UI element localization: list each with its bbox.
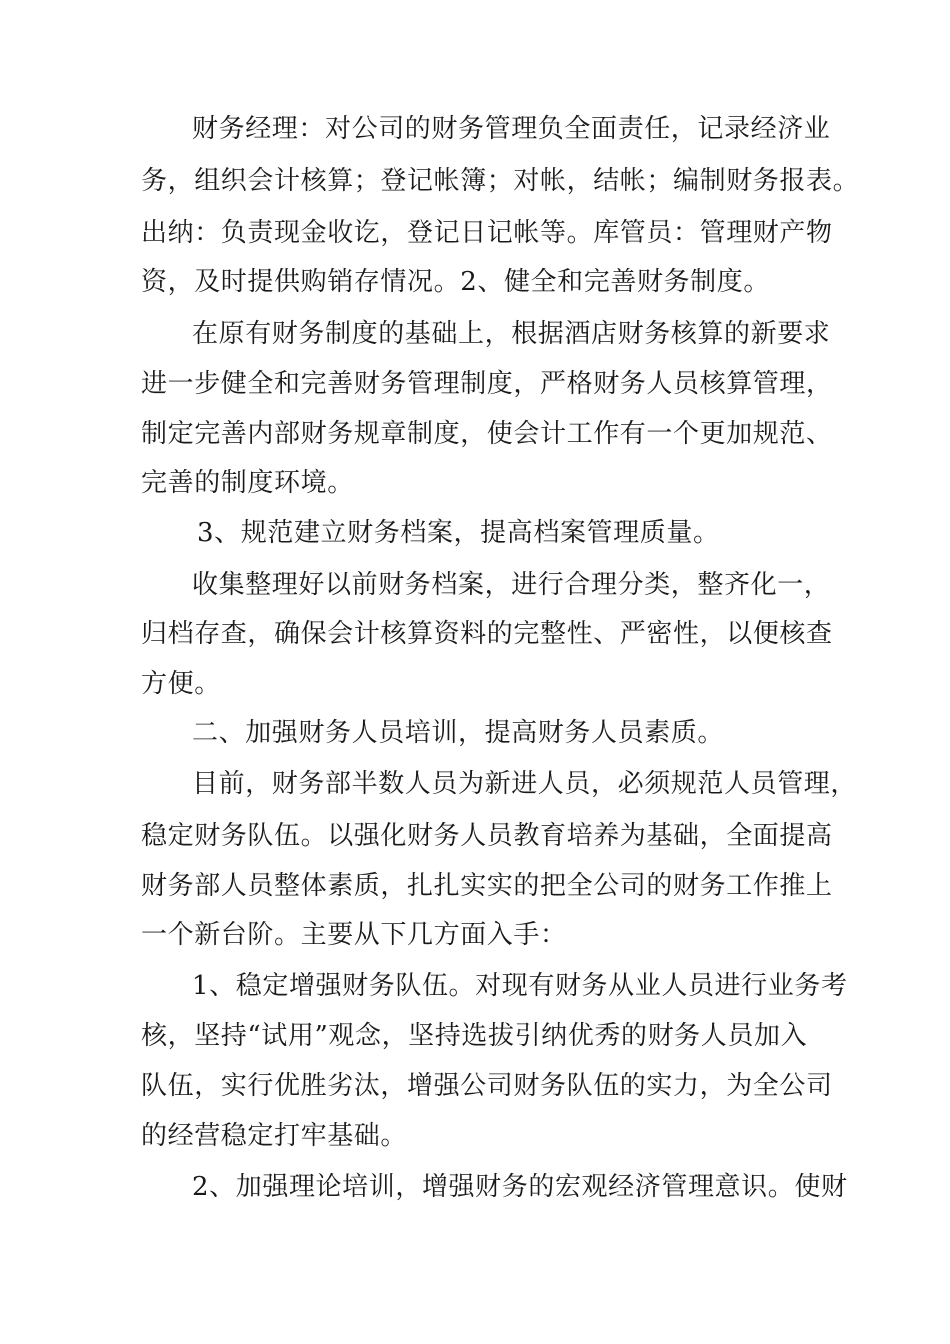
- paragraph-line: 收集整理好以前财务档案，进行合理分类，整齐化一，: [192, 570, 831, 600]
- paragraph-line: 在原有财务制度的基础上，根据酒店财务核算的新要求: [192, 319, 831, 349]
- paragraph-line: 1、稳定增强财务队伍。对现有财务从业人员进行业务考: [192, 971, 848, 1001]
- paragraph-line: 务，组织会计核算；登记帐簿；对帐，结帐；编制财务报表。: [141, 166, 860, 196]
- paragraph-line: 财务部人员整体素质，扎扎实实的把全公司的财务工作推上: [141, 871, 833, 901]
- paragraph-line: 完善的制度环境。: [141, 468, 354, 498]
- paragraph-line: 2、加强理论培训，增强财务的宏观经济管理意识。使财: [192, 1172, 848, 1202]
- section-heading: 二、加强财务人员培训，提高财务人员素质。: [192, 718, 725, 748]
- paragraph-line: 出纳：负责现金收讫，登记日记帐等。库管员：管理财产物: [141, 218, 833, 248]
- paragraph-line: 进一步健全和完善财务管理制度，严格财务人员核算管理，: [141, 369, 833, 399]
- paragraph-line: 的经营稳定打牢基础。: [141, 1121, 408, 1151]
- paragraph-line: 制定完善内部财务规章制度，使会计工作有一个更加规范、: [141, 419, 833, 449]
- paragraph-line: 稳定财务队伍。以强化财务人员教育培养为基础，全面提高: [141, 821, 833, 851]
- paragraph-line: 财务经理：对公司的财务管理负全面责任，记录经济业: [192, 114, 831, 144]
- paragraph-line: 一个新台阶。主要从下几方面入手：: [141, 920, 567, 950]
- paragraph-line: 归档存查，确保会计核算资料的完整性、严密性，以便核查: [141, 619, 833, 649]
- paragraph-line: 核，坚持“试用”观念，坚持选拔引纳优秀的财务人员加入: [141, 1021, 808, 1051]
- paragraph-line: 目前，财务部半数人员为新进人员，必须规范人员管理，: [192, 769, 858, 799]
- paragraph-line: 资，及时提供购销存情况。2、健全和完善财务制度。: [141, 267, 770, 297]
- paragraph-line: 方便。: [141, 669, 221, 699]
- section-heading: 3、规范建立财务档案，提高档案管理质量。: [197, 518, 720, 548]
- paragraph-line: 队伍，实行优胜劣汰，增强公司财务队伍的实力，为全公司: [141, 1071, 833, 1101]
